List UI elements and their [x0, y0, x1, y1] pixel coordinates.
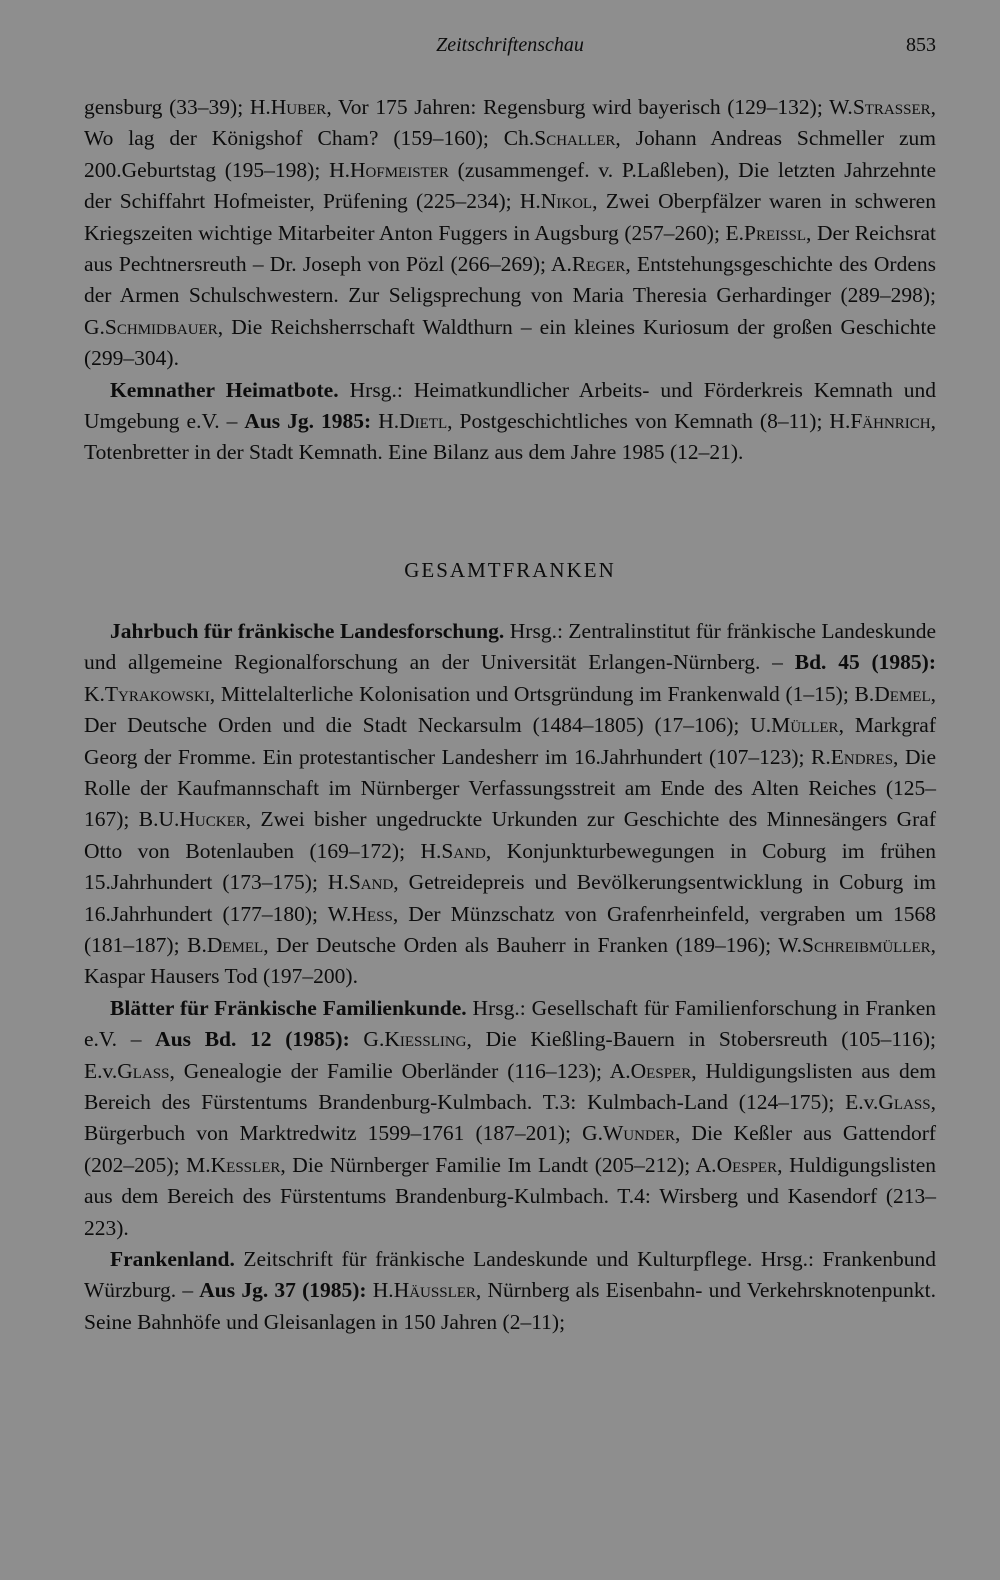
author-name: Demel	[206, 932, 264, 957]
author-name: Huber	[270, 95, 327, 119]
entry-familienkunde: Blätter für Fränkische Familienkunde. Hrsg.: Gesellschaft für Familienforschung in Franken e.V. – Aus Bd. 12 (1985): G.Kiessling, Die Kießling-Bauern in Stobersreuth (105–116); E.v.Glass, Genealogie der Familie Oberländer (116–123); A.Oesper, Huldigungslisten aus dem Bereich des Fürstentums Brandenburg-Kulmbach. T.3: Kulmbach-Land (124–175); E.v.Glass, Bürgerbuch von Marktredwitz 1599–1761 (187–201); G.Wunder, Die Keßler aus Gattendorf (202–205); M.Kessler, Die Nürnberger Familie Im Landt (205–212); A.Oesper, Huldigungslisten aus dem Bereich des Fürstentums Brandenburg-Kulmbach. T.4: Wirsberg und Kasendorf (213–223).	[84, 995, 937, 1240]
entry-kemnather-heimatbote: Kemnather Heimatbote. Hrsg.: Heimatkundlicher Arbeits- und Förderkreis Kemnath und Umgebung e.V. – Aus Jg. 1985: H.Dietl, Postgeschichtliches von Kemnath (8–11); H.Fähnrich, Totenbretter in der Stadt Kemnath. Eine Bilanz aus dem Jahre 1985 (12–21).	[84, 377, 936, 465]
author-name: Oesper	[716, 1152, 778, 1177]
body-text	[84, 92, 936, 1338]
author-name: Preissl	[744, 220, 806, 245]
volume-label: Aus Bd. 12 (1985):	[155, 1027, 350, 1052]
volume-label: Aus Jg. 37 (1985):	[199, 1278, 367, 1303]
author-name: Kiessling	[384, 1027, 467, 1052]
author-name: Glass	[878, 1089, 931, 1114]
entry-continued-regensburg: gensburg (33–39); H.Huber, Vor 175 Jahren: Regensburg wird bayerisch (129–132); W.Strasser, Wo lag der Königshof Cham? (159–160); Ch.Schaller, Johann Andreas Schmeller zum 200.Geburtstag (195–198); H.Hofmeister (zusammengef. v. P.Laßleben), Die letzten Jahrzehnte der Schiffahrt Hofmeister, Prüfening (225–234); H.Nikol, Zwei Oberpfälzer waren in schweren Kriegszeiten wichtige Mitarbeiter Anton Fuggers in Augsburg (257–260); E.Preissl, Der Reichsrat aus Pechtnersreuth – Dr. Joseph von Pözl (266–269); A.Reger, Entstehungsgeschichte des Ordens der Armen Schulschwestern. Zur Seligsprechung von Maria Theresia Gerhardinger (289–298); G.Schmidbauer, Die Reichsherrschaft Waldthurn – ein kleines Kuriosum der großen Geschichte (299–304).	[84, 95, 937, 371]
author-name: Schreibmüller	[802, 932, 931, 957]
author-name: Dietl	[399, 409, 448, 434]
journal-title: Kemnather Heimatbote.	[110, 377, 339, 402]
entry-frankenland: Frankenland. Zeitschrift für fränkische Landeskunde und Kulturpflege. Hrsg.: Frankenbund Würzburg. – Aus Jg. 37 (1985): H.Häussler, Nürnberg als Eisenbahn- und Verkehrsknotenpunkt. Seine Bahnhöfe und Gleisanlagen in 150 Jahren (2–11);	[84, 1247, 936, 1334]
author-name: Hofmeister	[350, 157, 449, 182]
volume-label: Aus Jg. 1985:	[244, 409, 372, 434]
author-name: Reger	[571, 252, 626, 277]
author-name: Tyrakowski	[104, 681, 210, 706]
author-name: Glass	[117, 1058, 170, 1083]
volume-label: Bd. 45 (1985):	[794, 650, 936, 675]
author-name: Sand	[441, 838, 486, 863]
journal-title: Blätter für Fränkische Familienkunde.	[110, 995, 467, 1020]
running-head	[84, 34, 936, 64]
page-number: 853	[906, 34, 936, 56]
author-name: Wunder	[603, 1121, 675, 1146]
author-name: Endres	[830, 744, 894, 769]
journal-title: Frankenland.	[110, 1247, 235, 1271]
author-name: Hess	[351, 901, 393, 926]
author-name: Kessler	[210, 1152, 281, 1177]
author-name: Oesper	[630, 1058, 692, 1083]
author-name: Schaller	[534, 126, 616, 151]
author-name: Fähnrich	[850, 409, 931, 434]
section-heading: GESAMTFRANKEN	[404, 557, 616, 582]
author-name: Nikol	[540, 189, 593, 214]
author-name: Hucker	[179, 807, 246, 832]
author-name: Sand	[348, 870, 394, 895]
author-name: Strasser	[852, 95, 931, 119]
author-name: Müller	[771, 713, 839, 738]
author-name: Demel	[874, 681, 931, 706]
entry-jahrbuch-landesforschung: Jahrbuch für fränkische Landesforschung. Hrsg.: Zentralinstitut für fränkische Landeskunde und allgemeine Regionalforschung an der Universität Erlangen-Nürnberg. – Bd. 45 (1985): K.Tyrakowski, Mittelalterliche Kolonisation und Ortsgründung im Frankenwald (1–15); B.Demel, Der Deutsche Orden und die Stadt Neckarsulm (1484–1805) (17–106); U.Müller, Markgraf Georg der Fromme. Ein protestantischer Landesherr im 16.Jahrhundert (107–123); R.Endres, Die Rolle der Kaufmannschaft im Nürnberger Verfassungsstreit am Ende des Alten Reiches (125–167); B.U.Hucker, Zwei bisher ungedruckte Urkunden zur Geschichte des Minnesängers Graf Otto von Botenlauben (169–172); H.Sand, Konjunkturbewegungen in Coburg im frühen 15.Jahrhundert (173–175); H.Sand, Getreidepreis und Bevölkerungsentwicklung in Coburg im 16.Jahrhundert (177–180); W.Hess, Der Münzschatz von Grafenrheinfeld, vergraben um 1568 (181–187); B.Demel, Der Deutsche Orden als Bauherr in Franken (189–196); W.Schreibmüller, Kaspar Hausers Tod (197–200).	[84, 618, 937, 989]
journal-title: Jahrbuch für fränkische Landesforschung.	[110, 618, 505, 643]
author-name: Häussler	[393, 1278, 476, 1303]
author-name: Schmidbauer	[104, 314, 218, 339]
running-title: Zeitschriftenschau	[436, 34, 584, 56]
